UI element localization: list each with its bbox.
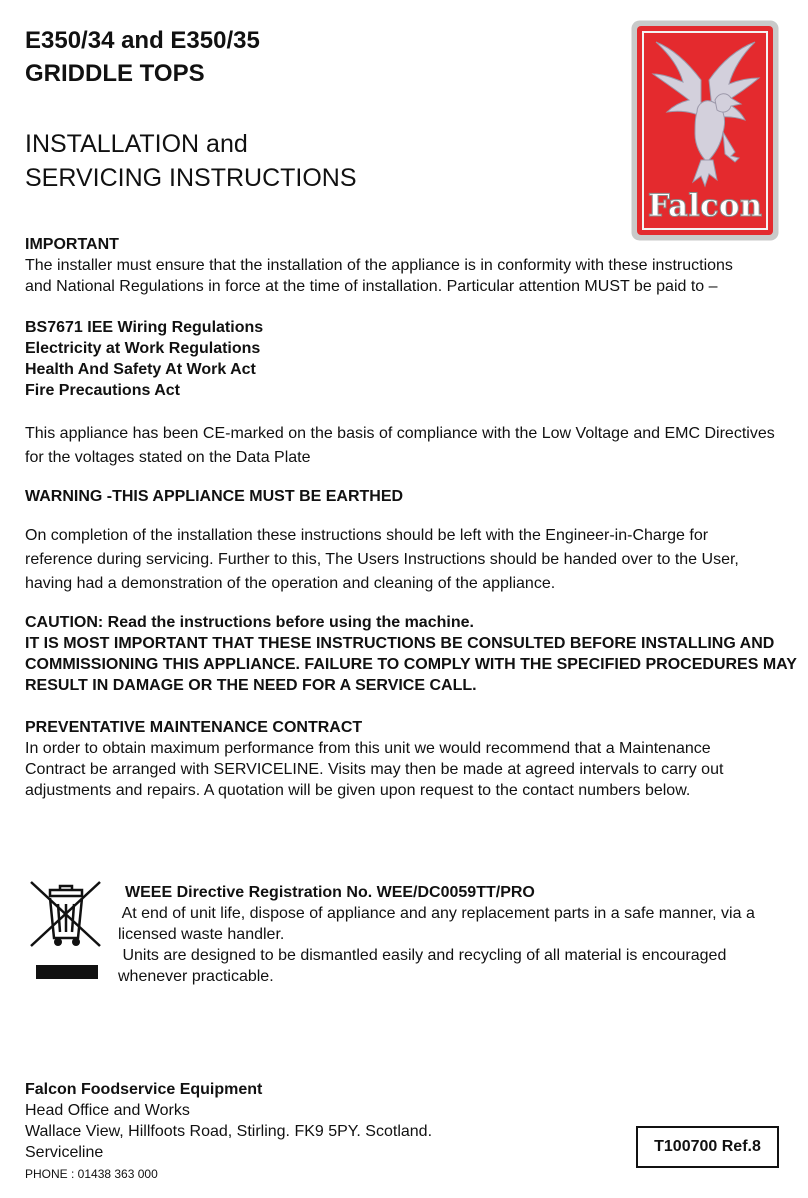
completion-section (25, 524, 739, 596)
caution-line-3: COMMISSIONING THIS APPLIANCE. FAILURE TO COMPLY WITH THE SPECIFIED PROCEDURES MAY (25, 656, 797, 673)
subtitle-line-2: SERVICING INSTRUCTIONS (25, 164, 357, 192)
regulation-item: Health And Safety At Work Act (25, 361, 256, 378)
regulation-item: BS7671 IEE Wiring Regulations (25, 319, 264, 336)
maintenance-heading: PREVENTATIVE MAINTENANCE CONTRACT (25, 719, 363, 736)
weee-line-1: At end of unit life, dispose of appliance and any replacement parts in a safe manner, via a (118, 905, 755, 922)
maintenance-line-1: In order to obtain maximum performance from this unit we would recommend that a Maintenance (25, 740, 711, 757)
caution-line-1: CAUTION: Read the instructions before using the machine. (25, 614, 474, 631)
title-line-2: GRIDDLE TOPS (25, 60, 205, 87)
weee-heading: WEEE Directive Registration No. WEE/DC0059TT/PRO (125, 884, 535, 901)
title-line-1: E350/34 and E350/35 (25, 27, 260, 54)
subtitle-line-1: INSTALLATION and (25, 130, 248, 158)
footer-line-1: Head Office and Works (25, 1102, 190, 1119)
falcon-logo (631, 20, 779, 241)
maintenance-line-2: Contract be arranged with SERVICELINE. Visits may then be made at agreed intervals to carry out (25, 761, 724, 778)
ce-line-2: for the voltages stated on the Data Plate (25, 449, 311, 466)
earthing-warning: WARNING -THIS APPLIANCE MUST BE EARTHED (25, 488, 404, 505)
caution-section (25, 612, 797, 696)
footer-line-2: Wallace View, Hillfoots Road, Stirling. FK9 5PY. Scotland. (25, 1123, 433, 1140)
document-title (25, 24, 260, 90)
completion-line-1: On completion of the installation these instructions should be left with the Engineer-in-Charge for (25, 527, 709, 544)
caution-line-4: RESULT IN DAMAGE OR THE NEED FOR A SERVICE CALL. (25, 677, 477, 694)
footer-address (25, 1079, 432, 1183)
important-heading: IMPORTANT (25, 236, 119, 253)
document-reference: T100700 Ref.8 (636, 1126, 779, 1168)
weee-section (118, 882, 755, 987)
ce-section (25, 422, 775, 470)
important-line-2: and National Regulations in force at the time of installation. Particular attention MUST be paid to – (25, 278, 718, 295)
phone-number: PHONE : 01438 363 000 (25, 1167, 158, 1181)
completion-line-3: having had a demonstration of the operation and cleaning of the appliance. (25, 575, 556, 592)
company-name: Falcon Foodservice Equipment (25, 1081, 263, 1098)
completion-line-2: reference during servicing. Further to this, The Users Instructions should be handed over to the User, (25, 551, 739, 568)
ce-line-1: This appliance has been CE-marked on the basis of compliance with the Low Voltage and EMC Directives (25, 425, 775, 442)
falcon-brand-text: Falcon (647, 188, 763, 224)
weee-line-4: whenever practicable. (118, 968, 274, 985)
regulation-item: Electricity at Work Regulations (25, 340, 261, 357)
document-subtitle (25, 127, 357, 195)
regulation-item: Fire Precautions Act (25, 382, 181, 399)
weee-line-3: Units are designed to be dismantled easily and recycling of all material is encouraged (118, 947, 727, 964)
important-section (25, 234, 733, 297)
weee-line-2: licensed waste handler. (118, 926, 285, 943)
footer-line-3: Serviceline (25, 1144, 104, 1161)
regulations-list (25, 317, 263, 401)
maintenance-section (25, 717, 723, 801)
important-line-1: The installer must ensure that the installation of the appliance is in conformity with these instructions (25, 257, 733, 274)
caution-line-2: IT IS MOST IMPORTANT THAT THESE INSTRUCTIONS BE CONSULTED BEFORE INSTALLING AND (25, 635, 775, 652)
maintenance-line-3: adjustments and repairs. A quotation will be given upon request to the contact numbers below. (25, 782, 691, 799)
crossed-bin-icon (28, 876, 104, 984)
